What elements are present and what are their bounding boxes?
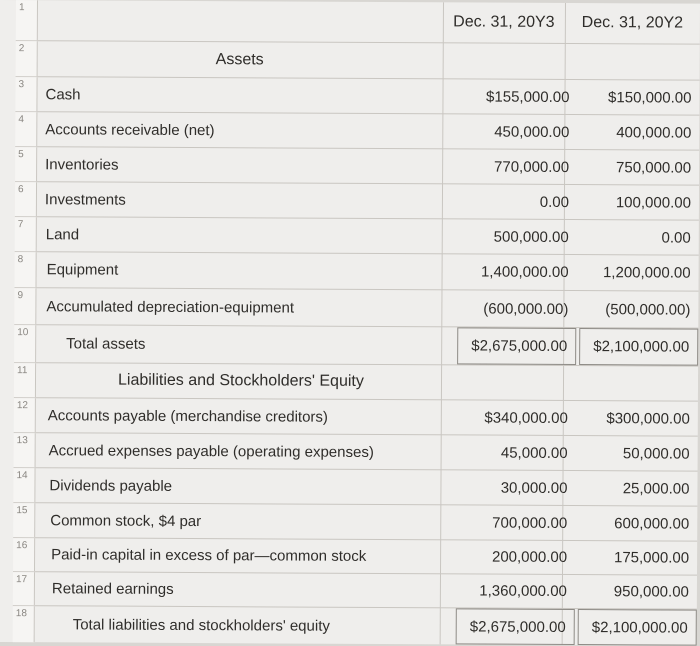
row-number: 3	[15, 77, 37, 111]
value-20y2: 175,000.00	[613, 549, 690, 567]
row-number: 2	[16, 41, 38, 76]
row-label: Investments	[44, 190, 126, 209]
row-number: 6	[15, 182, 37, 216]
value-20y3: 500,000.00	[493, 228, 569, 246]
table-row	[13, 538, 697, 576]
row-label: Total assets	[66, 335, 146, 353]
value-20y3: $2,675,000.00	[457, 327, 576, 365]
value-20y2: 100,000.00	[615, 193, 691, 212]
row-label: Dividends payable	[49, 476, 173, 495]
value-20y2: 25,000.00	[622, 479, 690, 498]
table-row	[14, 252, 698, 292]
value-20y2: 600,000.00	[614, 514, 690, 533]
table-row	[15, 112, 699, 151]
row-number: 17	[13, 572, 35, 605]
row-number: 18	[13, 606, 35, 642]
value-20y3: 1,360,000.00	[479, 582, 567, 600]
row-number: 12	[14, 398, 36, 432]
row-number: 9	[14, 288, 36, 324]
value-20y2: 750,000.00	[616, 158, 692, 177]
row-number: 8	[14, 252, 36, 287]
assets-section-title: Assets	[215, 50, 264, 68]
row-number: 4	[15, 112, 37, 146]
row-number: 16	[13, 538, 35, 571]
value-20y3: $155,000.00	[486, 88, 570, 106]
value-20y3: 30,000.00	[500, 479, 568, 497]
row-label: Accounts payable (merchandise creditors)	[47, 406, 329, 426]
value-20y3: 1,400,000.00	[480, 263, 569, 281]
row-number: 10	[14, 325, 36, 362]
value-20y2: 400,000.00	[616, 123, 692, 142]
row-label: Paid-in capital in excess of par—common stock	[51, 546, 367, 565]
value-20y2: (500,000.00)	[605, 300, 691, 319]
column-header-20y2: Dec. 31, 20Y2	[581, 14, 684, 32]
row-label: Total liabilities and stockholders' equity	[72, 615, 330, 635]
value-20y2: 1,200,000.00	[602, 264, 691, 282]
table-row	[15, 217, 699, 256]
table-row	[15, 147, 699, 186]
row-number: 15	[13, 503, 35, 537]
value-20y2: $150,000.00	[608, 88, 692, 107]
value-20y3: $2,675,000.00	[456, 608, 575, 645]
table-row	[13, 503, 697, 542]
table-row	[15, 77, 699, 116]
row-label: Cash	[45, 85, 81, 103]
value-20y3: $340,000.00	[484, 409, 568, 427]
value-20y2: $300,000.00	[606, 409, 690, 428]
table-row	[14, 433, 698, 472]
table-row	[13, 468, 697, 507]
row-label: Equipment	[46, 261, 119, 279]
value-20y3: 770,000.00	[494, 158, 570, 176]
value-20y2: 0.00	[661, 228, 691, 247]
value-20y2: $2,100,000.00	[579, 328, 698, 366]
value-20y2: 950,000.00	[613, 583, 689, 601]
value-20y2: $2,100,000.00	[578, 609, 697, 646]
table-row	[14, 398, 698, 437]
row-label: Common stock, $4 par	[50, 511, 202, 530]
row-label: Accounts receivable (net)	[45, 120, 215, 139]
row-number: 13	[14, 433, 36, 467]
row-label: Accrued expenses payable (operating expenses)	[48, 441, 374, 461]
total-assets-row	[14, 325, 698, 367]
table-row	[13, 572, 697, 610]
header-row	[16, 0, 700, 45]
row-number: 14	[13, 468, 35, 502]
value-20y2: 50,000.00	[622, 444, 690, 463]
row-number: 11	[14, 363, 36, 397]
section-row-assets	[16, 41, 700, 81]
row-number: 5	[15, 147, 37, 181]
value-20y3: 700,000.00	[492, 514, 568, 532]
table-row	[15, 182, 699, 221]
row-label: Land	[45, 225, 80, 243]
row-label: Accumulated depreciation-equipment	[46, 297, 295, 317]
row-label: Retained earnings	[51, 580, 174, 598]
liabilities-section-title: Liabilities and Stockholders' Equity	[117, 371, 364, 390]
table-row	[14, 288, 698, 329]
total-liabilities-equity-row	[13, 606, 697, 646]
row-number: 7	[15, 217, 37, 251]
value-20y3: 200,000.00	[491, 548, 568, 566]
value-20y3: (600,000.00)	[483, 300, 569, 318]
row-label: Inventories	[45, 155, 119, 174]
section-row-liabilities	[14, 363, 698, 402]
row-number: 1	[16, 0, 38, 40]
value-20y3: 450,000.00	[494, 123, 570, 141]
value-20y3: 45,000.00	[500, 444, 568, 462]
column-header-20y3: Dec. 31, 20Y3	[453, 13, 555, 31]
value-20y3: 0.00	[539, 193, 569, 211]
